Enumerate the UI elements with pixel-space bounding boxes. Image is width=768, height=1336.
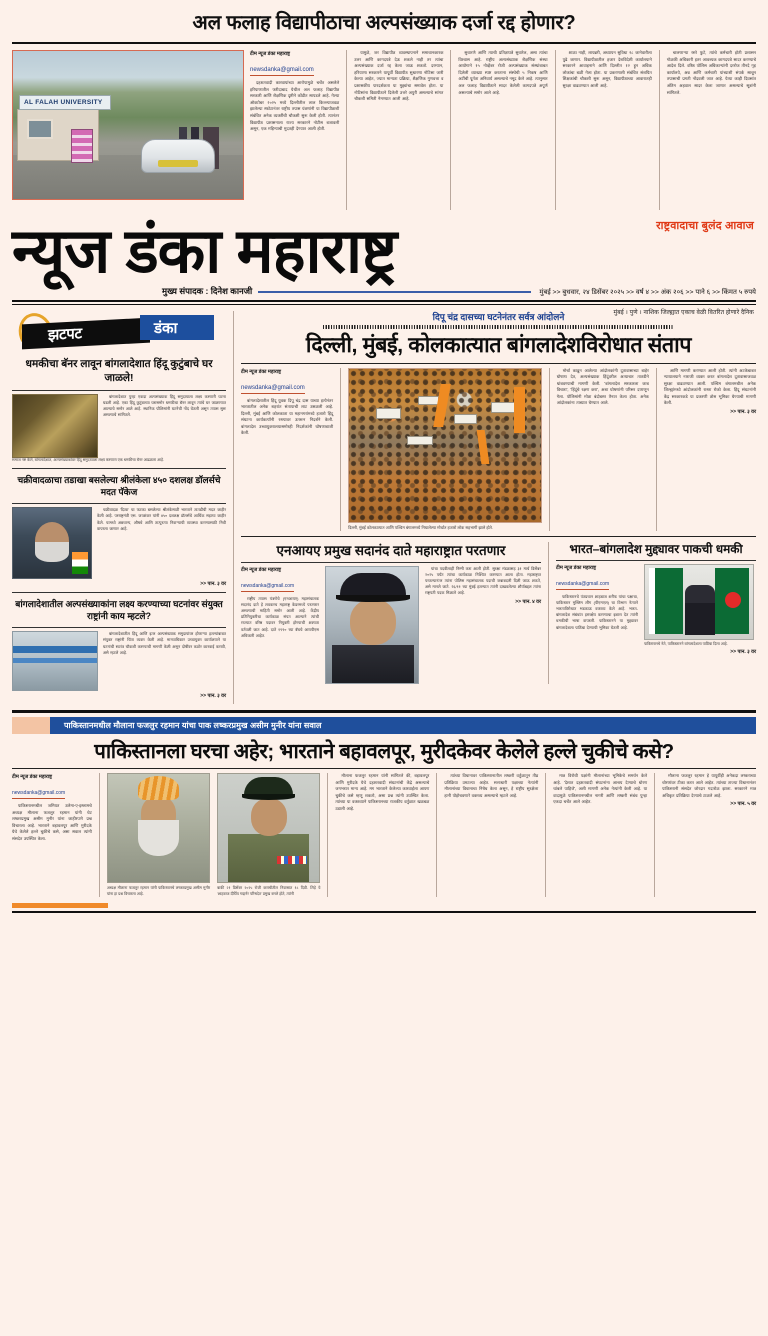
top-story-column [354, 50, 443, 210]
byline-team: टीम न्यूज डंका महाराष्ट्र [250, 51, 291, 57]
column-divider [659, 50, 660, 210]
top-story-text: सुधारणे आणि त्याची प्रतिज्ञापत्रे सुधारेल, असा त्यांचा विश्वास आहे. राष्ट्रीय अल्पसंख्याक शैक्षणिक संस्था आयोगाने १५ नोव्हेंबर रोजी अल्पसंख्याक संस्थांबाबत दिलेली व्याख्या स्पष्ट करताना संस्थेची ५ निकष आणि अटींची पूर्तता अनिवार्य असल्याचे नमूद केले आहे. त्यानुसार अल फलाह विद्यापीठाने सादर केलेली कागदपत्रे अपूर्ण असल्याचे समोर आले आहे. [458, 50, 548, 95]
bottom-story-photo-column [107, 773, 210, 897]
column-divider [346, 50, 347, 210]
danka-label: डंका [154, 319, 178, 337]
bottom-story-text: मौलाना फजलुर रहमान हे यापूर्वीही अनेकदा लष्कराच्या धोरणांवर टीका करत आले आहेत. त्यांच्या ताज्या विधानानंतर पाकिस्तानी संसदेत जोरदार गदारोळ झाला. सरकारने मात्र अधिकृत प्रतिक्रिया देण्याचे टाळले आहे. [662, 773, 757, 798]
sidebar-story-3-text: बांगलादेशातील हिंदू आणि इतर अल्पसंख्याक समुदायांवर होणाऱ्या हल्ल्यांबाबत संयुक्त राष्ट्रांनी चिंता व्यक्त केली आहे. मानवाधिकार उच्चायुक्त कार्यालयाने या घटनांची स्वतंत्र चौकशी करण्याची मागणी केली असून दोषींवर कठोर कारवाई करावी, असे म्हटले आहे. [103, 631, 226, 655]
jhatpat-label: झटपट [48, 324, 82, 344]
india-flag-icon [72, 552, 88, 574]
bottom-story [0, 710, 768, 913]
bottom-story-photo-column [217, 773, 320, 897]
top-story-text: शाळा नाही, लायब्ररी, अध्यापन सुविधा २८ जानेवारीला पुढे जाणार. विद्यापीठातील हजार देशविदेशी कार्यालयाने सरकारने आवाहनाने आणि दिल्लीत १२ हून अधिक लोकांचा बळी गेला होता. या प्रकरणाशी संबंधित संशयित शिक्षकांची चौकशी सुरू असून, विद्यापीठाच्या आवारातही सुरक्षा वाढवण्यात आली आहे. [562, 50, 652, 88]
bottom-story-headline: पाकिस्तानला घरचा अहेर; भारताने बहावलपूर, मुरीदकेवर केलेले हल्ले चुकीचे कसे? [94, 740, 674, 764]
sadanand-date-photo [325, 566, 419, 684]
sidebar-story-3[interactable] [12, 596, 226, 699]
main-story-photo-column [348, 368, 542, 531]
pak-bangladesh-flags-photo [644, 564, 754, 640]
continue-link[interactable]: >> पान. ३ वर [200, 581, 226, 588]
continue-link[interactable]: >> पान. ४ वर [515, 598, 541, 605]
main-story-text: मोर्चा काढून आलेल्या आंदोलकांनी दूतावासाच्या बाहेर घोषणा देत, अल्पसंख्याक हिंदूंवरील अत्याचार तातडीने थांबवण्याची मागणी केली. 'बांगलादेश सरकारला जाब विचारा', 'हिंदूंचे रक्षण करा', अशा घोषणांनी परिसर दणाणून गेला. पोलिसांनी मोठा बंदोबस्त तैनात केला होता. अनेक आंदोलकांना ताब्यात घेण्यात आले. [556, 367, 649, 406]
top-story-headline: अल फलाह विद्यापीठाचा अल्पसंख्याक दर्जा रद्द होणार? [192, 12, 576, 34]
top-lead-story [0, 0, 768, 210]
top-headline-rule [12, 42, 756, 44]
main-story-column [664, 368, 756, 531]
nia-story-text: राष्ट्रीय तपास यंत्रणेचे (एनआयए) महासंचालक सदानंद दाते हे लवकरच महाराष्ट्र केडरमध्ये परतणार असल्याची माहिती समोर आली आहे. केंद्रीय प्रतिनियुक्तीचा कार्यकाळ संपत आल्याने त्यांची राज्यात वरिष्ठ पदावर नियुक्ती होण्याची शक्यता वर्तवली जात आहे. दाते १९९० च्या बॅचचे आयपीएस अधिकारी आहेत. [241, 595, 319, 638]
continue-link[interactable]: >> पान. ३ वर [730, 649, 756, 656]
masthead-tagline-top: राष्ट्रवादाचा बुलंद आवाज [656, 220, 754, 232]
continue-link[interactable]: >> पान. ५ वर [730, 801, 757, 808]
maulana-fazlur-rehman-photo [107, 773, 210, 883]
main-story-column [241, 368, 333, 531]
byline-email[interactable]: newsdanka@gmail.com [12, 789, 65, 799]
continue-link[interactable]: >> पान. ३ वर [730, 409, 756, 416]
dateline: मुंबई >> बुधवार, २४ डिसेंबर २०२५ >> वर्ष ४ >> अंक २०६ >> पाने ६ >> किंमत ५ रुपये [539, 289, 756, 296]
jhatpat-danka-badge [12, 311, 226, 351]
bottom-section-divider [12, 710, 756, 713]
footer-rule [12, 911, 756, 913]
bottom-story-text: पाकिस्तानमधील जमियत उलेमा-ए-इस्लामचे अध्यक्ष मौलाना फजलुर रहमान यांनी थेट लष्करप्रमुख असीम मुनीर यांना जाहीरपणे प्रश्न विचारला आहे. भारताने बहावलपूर आणि मुरीदके येथे केलेले हल्ले चुकीचे कसे, असा सवाल त्यांनी संसदेत उपस्थित केला. [12, 803, 92, 842]
story-nia[interactable] [241, 542, 541, 684]
bottom-banner [12, 717, 756, 734]
top-story-column [563, 50, 652, 210]
byline-email[interactable]: newsdanka@gmail.com [241, 384, 305, 394]
column-divider [555, 50, 556, 210]
bottom-story-column [553, 773, 647, 897]
university-sign-text: AL FALAH UNIVERSITY [19, 95, 111, 110]
editor-rule [258, 291, 531, 293]
bottom-story-column [12, 773, 92, 897]
sidebar-story-2-headline: चक्रीवादळाचा तडाखा बसलेल्या श्रीलंकेला ४५० दशलक्ष डॉलर्सचे मदत पॅकेज [17, 475, 221, 498]
bottom-story-text: त्यांच्या विधानावर पाकिस्तानातील लष्करी वर्तुळातून तीव्र प्रतिक्रिया उमटल्या आहेत. सत्ताधारी पक्षाच्या नेत्यांनी मौलानांच्या विधानाचा निषेध केला असून, हे राष्ट्रीय सुरक्षेला हानी पोहोचवणारे वक्तव्य असल्याचे म्हटले आहे. [444, 773, 539, 798]
bottom-banner-kicker: पाकिस्तानमधील मौलाना फजलुर रहमान यांचा पाक लष्करप्रमुख असीम मुनीर यांना सवाल [50, 717, 756, 734]
protest-crowd-photo [348, 368, 542, 523]
bottom-story-column [444, 773, 538, 897]
main-story-kicker: दिपू चंद्र दासच्या घटनेनंतर सर्वत्र आंदोलने [432, 311, 565, 322]
pak-story-headline: भारत–बांगलादेश मुद्द्यावर पाकची धमकी [569, 541, 743, 556]
sidebar-story-1-headline: धमकीचा बॅनर लावून बांगलादेशात हिंदू कुटुंबाचे घर जाळले! [25, 357, 213, 384]
top-story-text: चालणाऱ्या रस्ते फुटे, त्यांचे कर्मचारी होती प्रशासन गोळकी अधिकारी इतर आवश्यक कागदपत्रे सादर करण्याचे आदेश दिले. वरिष्ठ पोलिस अधिकाऱ्यांनी दररोज तीनदे गृह कार्यालये, अन्न आणि कर्मचारी यांच्याशी संपर्क साधून तपासाची प्रगती नोंदवली जात आहे. येत्या काही दिवसांत अंतिम अहवाल सादर केला जाणार असल्याचे सूत्रांनी सांगितले. [666, 50, 757, 95]
bottom-caption-left: अध्यक्ष मौलाना फजलुर रहमान यांनी पाकिस्तानचे लष्करप्रमुख असीम मुनीर यांना हा प्रश्न विचारला आहे. [106, 886, 211, 896]
al-falah-university-gate-photo [12, 50, 244, 200]
top-story-text: यामुळे, जर विद्यापीठ व्यवस्थापनाने समाधानकारक उत्तर आणि कागदपत्रे देऊ शकले नाही तर त्यांचा अल्पसंख्याक दर्जा रद्द केला जाऊ शकतो. दरम्यान, हरियाणा सरकारने यापूर्वी विद्यापीठ सुधारणा नोटिसा जारी केल्या आहेत, ज्यात मान्यता प्रक्रिया, शैक्षणिक गुणवत्ता व प्रशासकीय पारदर्शकता या मुद्द्यांचा समावेश होता. या नोटिसांना विद्यापीठाने दिलेली उत्तरे अपुरी असल्याचे सांगत चौकशी समिती नेमण्यात आली आहे. [354, 50, 444, 102]
byline-team: टीम न्यूज डंका महाराष्ट्र [241, 368, 282, 375]
un-statement-screenshot [12, 631, 98, 691]
pakistan-flag-icon [649, 568, 683, 634]
burnt-house-banner-photo [12, 394, 98, 458]
bottom-story-column [662, 773, 756, 897]
middle-section [0, 305, 768, 705]
sidebar-story-1[interactable] [12, 355, 226, 464]
bottom-story-text: मात्र विरोधी पक्षांनी मौलानांच्या भूमिकेचे समर्थन केले आहे. 'देशात दहशतवादी संघटनांना आश्रय देण्याचे धोरण थांबले पाहिजे', अशी मागणी अनेक नेत्यांनी केली आहे. या वादामुळे पाकिस्तानमधील नागरी आणि लष्करी संबंध पुन्हा एकदा चर्चेत आले आहेत. [553, 773, 648, 805]
asim-munir-photo [217, 773, 320, 883]
byline-email[interactable]: newsdanka@gmail.com [241, 582, 294, 592]
byline-email[interactable]: newsdanka@gmail.com [556, 580, 609, 590]
byline-email[interactable]: newsdanka@gmail.com [250, 66, 314, 76]
story-pak-threat[interactable] [556, 542, 756, 684]
main-story-text: आणि मागणी करण्यात आली होती. त्यांनी अटकेबाबत न्यायालयाने नाराजी व्यक्त करत बांगलादेश दूतावासाजवळ सुरक्षा वाढवण्यात आली. पश्चिम बंगालमधील अनेक जिल्ह्यांमध्ये आंदोलकांनी रास्ता रोको केला. हिंदू संघटनांनी केंद्र सरकारकडे या प्रकरणी ठोस भूमिका घेण्याची मागणी केली. [663, 367, 756, 406]
top-story-column [458, 50, 547, 210]
byline-team: टीम न्यूज डंका महाराष्ट्र [12, 774, 53, 781]
editor-line: मुख्य संपादक : दिनेश कानजी [162, 286, 253, 296]
top-story-text: दहशतवादी कारवायांच्या आरोपामुळे चर्चेत असलेले हरियाणातील फरीदाबाद येथील अल फलाह विद्यापीठ सरकारी आणि शैक्षणिक दृष्टीने कोंडीत सापडले आहे. गेल्या ऑक्टोबर २०२५ मध्ये दिल्लीतील लाल किल्ल्याजवळ झालेल्या स्फोटानंतर राष्ट्रीय तपास यंत्रणांनी या विद्यापीठाशी संबंधित अनेक व्यक्तींची चौकशी सुरू केली होती. त्यानंतर विद्यापीठ प्रशासनाला राज्य सरकारने नोटीस बजावली असून, एक महिन्याची मुदतही देण्यात आली होती. [250, 80, 340, 132]
masthead [0, 216, 768, 316]
jaishankar-photo [12, 507, 92, 579]
top-story-column [250, 50, 339, 210]
decorative-dot-rule [323, 325, 673, 329]
top-story-column [667, 50, 756, 210]
byline-team: टीम न्यूज डंका महाराष्ट्र [556, 564, 597, 571]
continue-link[interactable]: >> पान. ३ वर [200, 693, 226, 700]
left-sidebar [12, 311, 226, 705]
nia-story-text: यांचा पदवीलाही निम्मी करा आली होती. सुरक्षा मंडळासह ३१ मार्च डिसेंबर २०२५ पर्यंत त्यांचा कार्यकाळ निश्चित करण्यात आला होता. महाराष्ट्रात परतल्यानंतर त्यांना पोलिस महासंचालक पदाची जबाबदारी दिली जाऊ शकते, असे मानले जाते. २६/११ च्या मुंबई हल्ल्यात त्यांनी दाखवलेल्या शौर्याबद्दल त्यांना राष्ट्रपती पदक मिळाले आहे. [425, 565, 541, 596]
sidebar-story-2-text: चक्रीवादळ 'दित्वा' चा फटका बसलेल्या श्रीलंकेसाठी भारताने तातडीची मदत जाहीर केली आहे. परराष्ट्रमंत्री एस. जयशंकर यांनी ४५० दशलक्ष डॉलर्सचे आर्थिक सहाय्य जाहीर केले. यामध्ये अन्नधान्य, औषधे आणि तात्पुरत्या निवाऱ्याची व्यवस्था करण्यासाठी निधी वापरला जाणार आहे. [97, 507, 226, 531]
nia-story-headline: एनआयए प्रमुख सदानंद दाते महाराष्ट्रात परतणार [276, 542, 506, 558]
sidebar-divider [233, 311, 234, 705]
main-story-column [557, 368, 649, 531]
main-story-photo-caption: दिल्ली, मुंबई कोलकात्यात आणि पश्चिम बंगालमध्ये निघालेल्या मोर्चात हजारो लोक सहभागी झाले होते. [348, 524, 493, 530]
sidebar-story-2[interactable] [12, 472, 226, 587]
center-column [241, 311, 756, 705]
newspaper-title: न्यूज डंका महाराष्ट्र [12, 217, 397, 286]
bottom-story-text: मौलाना फजलुर रहमान यांनी सांगितले की, बहावलपूर आणि मुरीदके येथे दहशतवादी संघटनांची केंद्रे असल्याचे जगभरात मान्य आहे. मग भारताने केलेल्या कारवाईला आपण चुकीचे कसे म्हणू शकतो, असा प्रश्न त्यांनी उपस्थित केला. त्यांच्या या वक्तव्याने पाकिस्तानच्या राजकीय वर्तुळात खळबळ उडाली आहे. [335, 773, 430, 812]
main-story-text: बांगलादेशातील हिंदू युवक दिपू चंद्र दास याच्या हत्येनंतर भारतातील अनेक शहरांत संतापाची लाट उसळली आहे. दिल्ली, मुंबई आणि कोलकाता या महानगरांमध्ये हजारो हिंदू संघटना कार्यकर्त्यांनी रस्त्यावर उतरून निदर्शने केली. बांगलादेश उच्चायुक्तालयासमोरही निदर्शकांनी घोषणाबाजी केली. [241, 397, 334, 436]
sidebar-story-1-caption: समाज नष्ट केले, बांगलादेशात, अल्पसंख्याकांवर हिंदू समुदायाला लक्ष्य करणारा एक धमकीचा बॅनर आढळला आहे. [12, 457, 165, 462]
main-story-headline: दिल्ली, मुंबई, कोलकात्यात बांगलादेशविरोधात संताप [305, 332, 692, 357]
sidebar-story-3-headline: बांगलादेशातील अल्पसंख्याकांना लक्ष्य करण्याच्या घटनांवर संयुक्त राष्ट्रांनी काय म्हटले? [15, 599, 223, 622]
pak-story-caption: पाकिस्तानचे नेते, पाकिस्तानने बांगलादेशला पाठिंबा दिला आहे. [644, 641, 728, 646]
masthead-rule [12, 300, 756, 302]
byline-team: टीम न्यूज डंका महाराष्ट्र [241, 566, 282, 573]
pak-story-text: पाकिस्तानचे पंतप्रधान शाहबाज शरीफ यांचा पक्षाचा, पाकिस्तान मुस्लिम लीग (पीएमएल) चा विभाग नेत्याने भारताविरोधात भडकाऊ वक्तव्य केले आहे. भारत-बांगलादेश संबंधांत हस्तक्षेप करण्याचा इशारा देत त्यांनी धमकीची भाषा वापरली. पाकिस्तानने या मुद्द्यावर बांगलादेशला पाठिंबा देण्याची भूमिका घेतली आहे. [556, 593, 638, 630]
bangladesh-flag-icon [715, 568, 749, 634]
bottom-story-column [335, 773, 429, 897]
bottom-caption-right: बाकी २१ डिसेंबर २०२५ रोजी कराचीतील निवासात १८ दिवी. लिहे ये 'शाहबाज दीर्घिय गव्हर्नर परिषदेत' प्रमुख बनले होते, त्यांनी [217, 886, 321, 896]
sidebar-story-1-text: बांगलादेशात पुन्हा एकदा अल्पसंख्याक हिंदू समुदायाला लक्ष्य करणारी घटना घडली आहे. एका हिंदू कुटुंबाच्या घरासमोर धमकीचा बॅनर लावून त्यांचे घर जाळण्यात आल्याचे समोर आले आहे. स्थानिक पोलिसांनी घटनेची नोंद घेतली असून तपास सुरू असल्याचे सांगितले. [103, 393, 226, 418]
column-divider [450, 50, 451, 210]
footer-accent-bar [12, 903, 108, 908]
masthead-subtitle: मुंबई । पुणे । नाशिक जिल्ह्यात एकाच वेळी वितरित होणारे दैनिक [613, 310, 754, 316]
